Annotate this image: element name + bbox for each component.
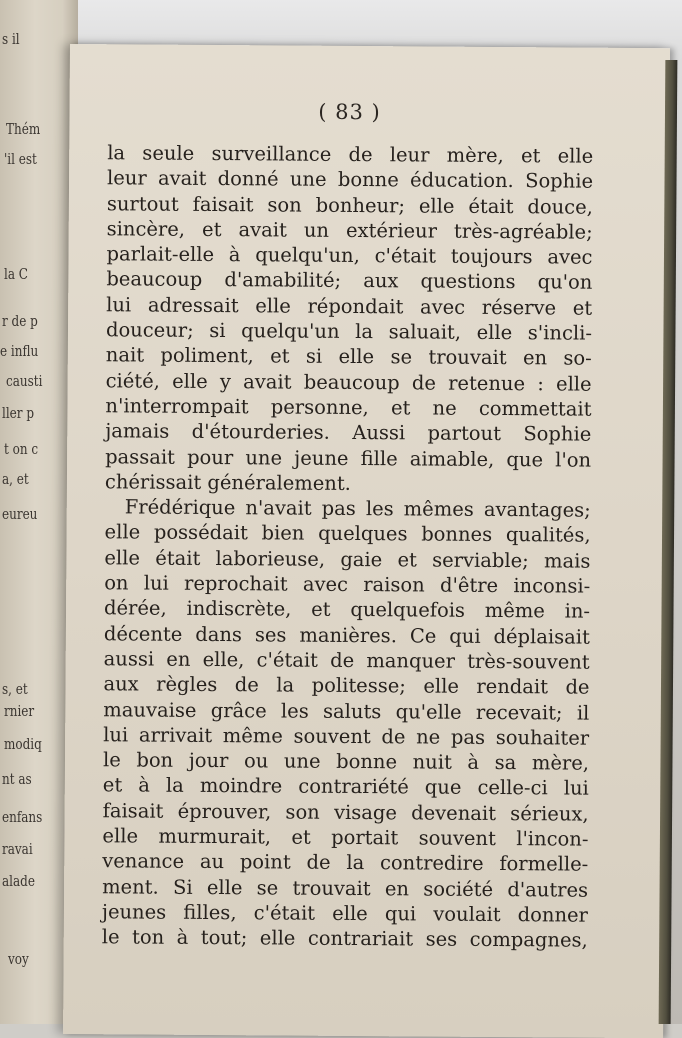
text-line: jamais d'étourderies. Aussi partout Sophie (105, 419, 592, 446)
text-line: n'interrompait personne, et ne commettait (105, 394, 592, 421)
previous-page-text: 'il est (4, 150, 37, 168)
previous-page-text: la C (4, 265, 28, 283)
previous-page-text: modiq (4, 735, 42, 753)
previous-page-text: nt as (2, 770, 32, 788)
page-text (102, 140, 594, 953)
previous-page-text: a, et (2, 470, 29, 488)
previous-page-text: voy (8, 950, 29, 968)
text-line: elle possédait bien quelques bonnes qualités, (104, 520, 591, 548)
text-line: leur avait donné une bonne éducation. Sophie (106, 166, 594, 193)
previous-page-text: Thém (6, 120, 41, 138)
text-line: lui adressait elle répondait avec réserve et (106, 293, 593, 320)
previous-page-text: enfans (2, 808, 43, 826)
text-line: elle était laborieuse, gaie et serviable; mais (104, 546, 591, 573)
previous-page-text: s, et (2, 680, 28, 698)
text-line: et à la moindre contrariété que celle-ci lui (102, 773, 589, 801)
previous-page-text: ravai (2, 840, 33, 858)
previous-page-text: r de p (2, 312, 38, 330)
text-line: la seule surveillance de leur mère, et elle (107, 141, 594, 168)
text-line: le ton à tout; elle contrariait ses compagnes, (101, 925, 588, 952)
text-line: aux règles de la politesse; elle rendait de (103, 672, 590, 699)
text-line: parlait-elle à quelqu'un, c'était toujours avec (106, 242, 593, 269)
previous-page-text: eureu (2, 505, 38, 523)
text-line: sincère, et avait un extérieur très-agréable; (106, 217, 593, 244)
text-line: lui arrivait même souvent de ne pas souhaiter (103, 723, 590, 750)
text-line: ciété, elle y avait beaucoup de retenue : elle (105, 368, 592, 396)
text-line: mauvaise grâce les saluts qu'elle recevait; il (103, 697, 590, 725)
previous-page-text: t on c (4, 440, 39, 458)
text-line: chérissait généralement. (104, 470, 351, 495)
text-line: nait poliment, et si elle se trouvait en so- (105, 343, 592, 371)
text-line: dérée, indiscrète, et quelquefois même in- (103, 596, 591, 623)
previous-page-text: e influ (0, 342, 39, 360)
book-page (63, 44, 670, 1038)
previous-page-text: s il (2, 30, 20, 48)
text-line: Frédérique n'avait pas les mêmes avantages; (124, 495, 591, 522)
text-line: aussi en elle, c'était de manquer très-souvent (103, 647, 590, 674)
text-line: douceur; si quelqu'un la saluait, elle s'incli- (105, 318, 593, 345)
text-line: le bon jour ou une bonne nuit à sa mère, (102, 748, 590, 775)
previous-page-text: ller p (2, 404, 35, 422)
text-line: passait pour une jeune fille aimable, que l'on (105, 444, 592, 472)
text-line: surtout faisait son bonheur; elle était douce, (106, 191, 593, 219)
text-line: ment. Si elle se trouvait en société d'autres (102, 874, 589, 902)
previous-page-text: alade (2, 872, 35, 890)
text-line: faisait éprouver, son visage devenait sérieux, (102, 798, 589, 826)
text-line: décente dans ses manières. Ce qui déplaisait (103, 621, 590, 649)
page-number: ( 83 ) (318, 99, 381, 125)
text-line: jeunes filles, c'était elle qui voulait donner (101, 900, 589, 927)
text-line: on lui reprochait avec raison d'être inconsi- (104, 571, 591, 598)
previous-page-text: rnier (4, 702, 35, 720)
text-line: elle murmurait, et portait souvent l'incon- (102, 824, 589, 851)
previous-page-text: causti (6, 372, 43, 390)
text-line: beaucoup d'amabilité; aux questions qu'on (106, 267, 593, 295)
text-line: venance au point de la contredire formelle- (102, 849, 589, 876)
